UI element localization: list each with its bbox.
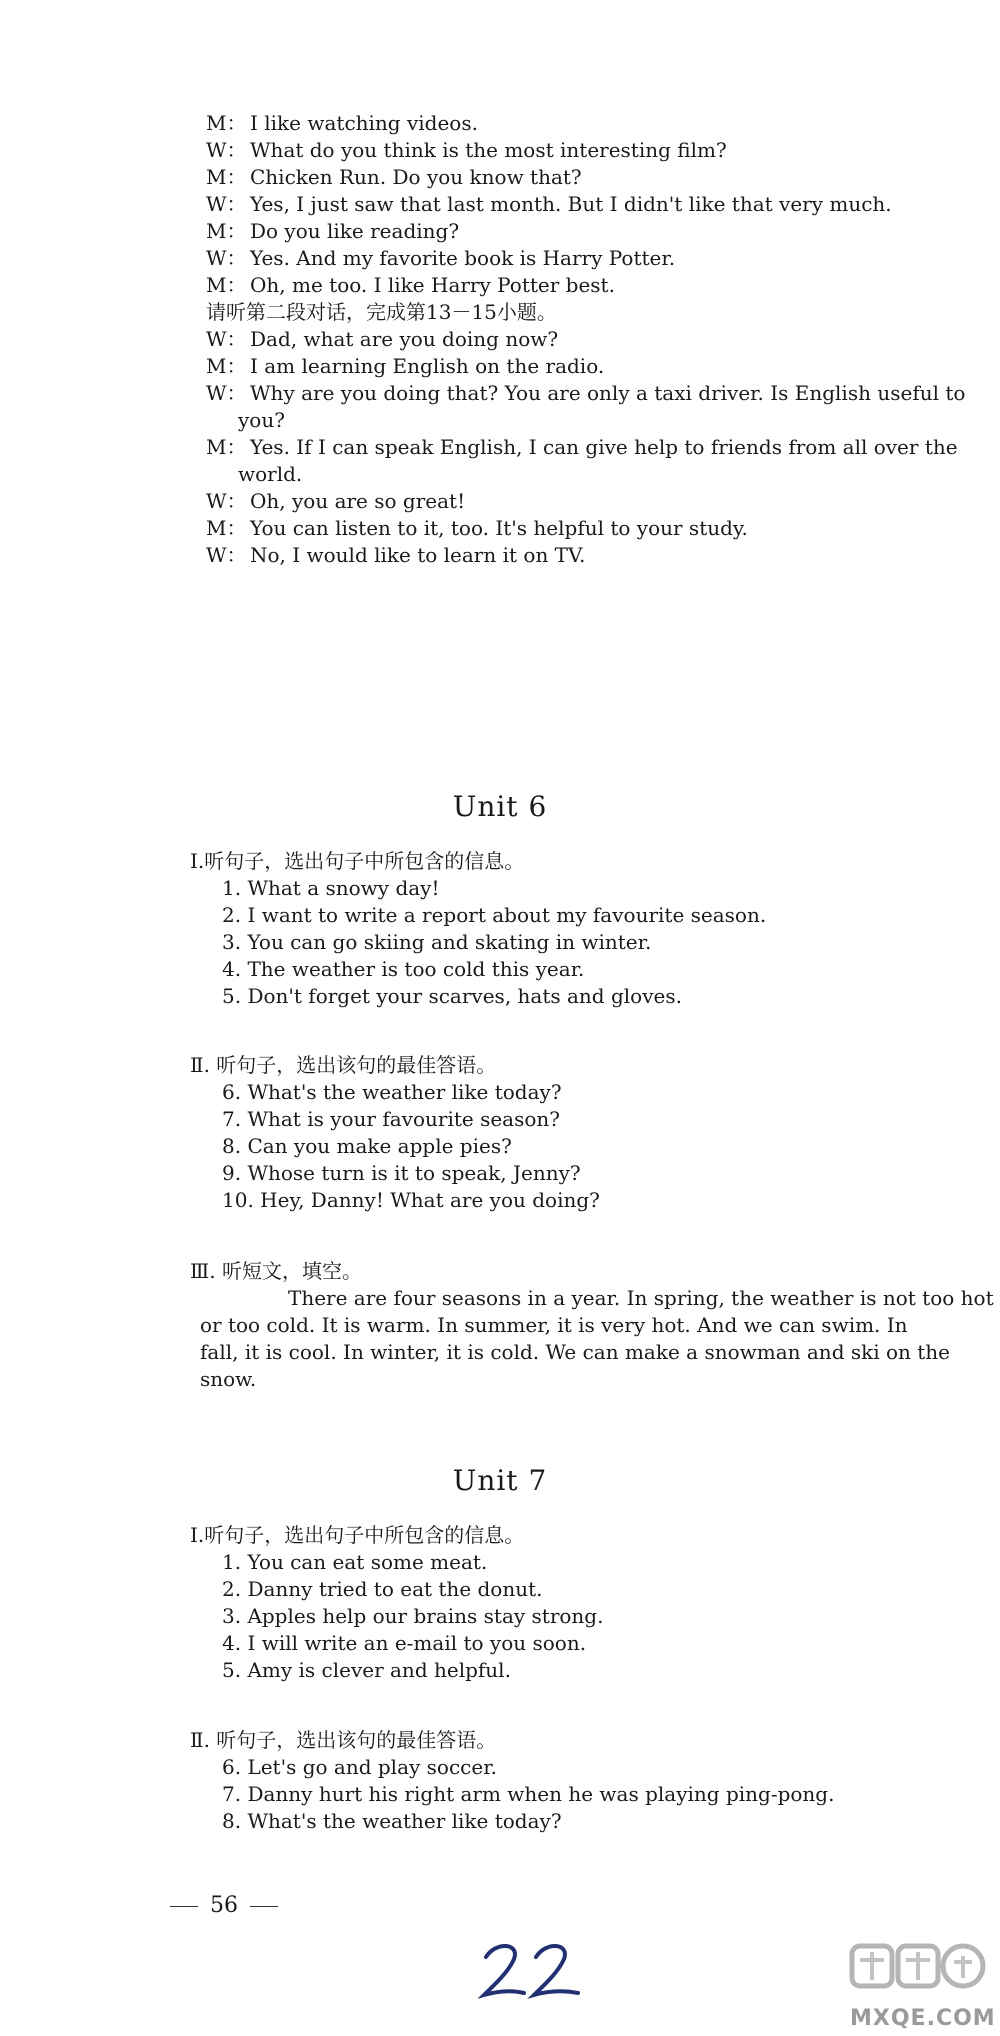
speaker-label: M： [206, 516, 247, 540]
passage-line: fall, it is cool. In winter, it is cold. We can make a snowman and ski on the [200, 1340, 951, 1364]
speaker-label: W： [206, 138, 247, 162]
dialogue-line [206, 191, 892, 217]
dialogue-text: you? [238, 408, 285, 432]
dialogue-text: Oh, me too. I like Harry Potter best. [250, 273, 615, 297]
speaker-label: W： [206, 327, 247, 351]
dialogue-text: 请听第二段对话，完成第13－15小题。 [206, 300, 557, 324]
list-item: 3. You can go skiing and skating in winter. [222, 930, 652, 954]
dialogue-text: Yes. If I can speak English, I can give help to friends from all over the [250, 435, 958, 459]
dialogue-line [206, 245, 675, 271]
dialogue-line [206, 326, 558, 352]
handwritten-mark [478, 1935, 588, 2005]
unit7-section2-heading: Ⅱ. 听句子，选出该句的最佳答语。 [190, 1728, 497, 1752]
list-item: 2. I want to write a report about my favourite season. [222, 903, 767, 927]
dialogue-line [206, 218, 459, 244]
dialogue-line [206, 164, 582, 190]
list-item: 4. I will write an e-mail to you soon. [222, 1631, 587, 1655]
list-item: 2. Danny tried to eat the donut. [222, 1577, 543, 1601]
speaker-label: W： [206, 489, 247, 513]
unit7-section1-heading: Ⅰ.听句子，选出句子中所包含的信息。 [190, 1523, 525, 1547]
dialogue-text: I like watching videos. [250, 111, 478, 135]
speaker-label: M： [206, 354, 247, 378]
dialogue-line [206, 137, 727, 163]
page-number [158, 1893, 290, 1918]
list-item: 1. You can eat some meat. [222, 1550, 488, 1574]
passage-line: or too cold. It is warm. In summer, it is very hot. And we can swim. In [200, 1313, 908, 1337]
list-item: 6. What's the weather like today? [222, 1080, 562, 1104]
dialogue-text: What do you think is the most interesting film? [250, 138, 727, 162]
page-number-dash-right [250, 1906, 278, 1907]
unit7-title: Unit 7 [452, 1464, 548, 1497]
list-item: 7. Danny hurt his right arm when he was playing ping-pong. [222, 1782, 835, 1806]
dialogue-text: Dad, what are you doing now? [250, 327, 559, 351]
list-item: 5. Amy is clever and helpful. [222, 1658, 511, 1682]
page-number-value: 56 [210, 1893, 238, 1918]
speaker-label: M： [206, 435, 247, 459]
list-item: 4. The weather is too cold this year. [222, 957, 585, 981]
list-item: 10. Hey, Danny! What are you doing? [222, 1188, 600, 1212]
passage-line: snow. [200, 1367, 257, 1391]
dialogue-text: I am learning English on the radio. [250, 354, 605, 378]
list-item: 8. Can you make apple pies? [222, 1134, 512, 1158]
dialogue-text: world. [238, 462, 303, 486]
speaker-label: W： [206, 192, 247, 216]
page-number-dash-left [170, 1906, 198, 1907]
dialogue-text: You can listen to it, too. It's helpful to your study. [250, 516, 748, 540]
dialogue-text: Chicken Run. Do you know that? [250, 165, 582, 189]
speaker-label: M： [206, 165, 247, 189]
dialogue-line [206, 299, 557, 325]
list-item: 1. What a snowy day! [222, 876, 440, 900]
unit6-section3-heading: Ⅲ. 听短文，填空。 [190, 1259, 363, 1283]
dialogue-line [206, 272, 615, 298]
dialogue-text: No, I would like to learn it on TV. [250, 543, 586, 567]
passage-line: There are four seasons in a year. In spring, the weather is not too hot [288, 1286, 994, 1310]
dialogue-text: Why are you doing that? You are only a taxi driver. Is English useful to [250, 381, 966, 405]
watermark-text: MXQE.COM [850, 2006, 996, 2031]
list-item: 7. What is your favourite season? [222, 1107, 561, 1131]
dialogue-line [206, 542, 585, 568]
dialogue-line [206, 434, 958, 460]
dialogue-text: Yes, I just saw that last month. But I didn't like that very much. [250, 192, 892, 216]
speaker-label: M： [206, 219, 247, 243]
speaker-label: M： [206, 111, 247, 135]
dialogue-line [206, 488, 465, 514]
unit6-title: Unit 6 [452, 790, 548, 823]
speaker-label: W： [206, 543, 247, 567]
list-item: 6. Let's go and play soccer. [222, 1755, 497, 1779]
list-item: 3. Apples help our brains stay strong. [222, 1604, 604, 1628]
list-item: 9. Whose turn is it to speak, Jenny? [222, 1161, 581, 1185]
dialogue-line [206, 353, 604, 379]
speaker-label: W： [206, 246, 247, 270]
dialogue-text: Do you like reading? [250, 219, 460, 243]
dialogue-line [238, 407, 285, 433]
unit6-section2-heading: Ⅱ. 听句子，选出该句的最佳答语。 [190, 1053, 497, 1077]
dialogue-line [206, 515, 748, 541]
unit6-section1-heading: Ⅰ.听句子，选出句子中所包含的信息。 [190, 849, 525, 873]
dialogue-text: Yes. And my favorite book is Harry Potter. [250, 246, 676, 270]
dialogue-line [238, 461, 302, 487]
speaker-label: M： [206, 273, 247, 297]
list-item: 8. What's the weather like today? [222, 1809, 562, 1833]
speaker-label: W： [206, 381, 247, 405]
dialogue-line [206, 110, 478, 136]
dialogue-line [206, 380, 965, 406]
dialogue-text: Oh, you are so great! [250, 489, 466, 513]
list-item: 5. Don't forget your scarves, hats and gloves. [222, 984, 682, 1008]
